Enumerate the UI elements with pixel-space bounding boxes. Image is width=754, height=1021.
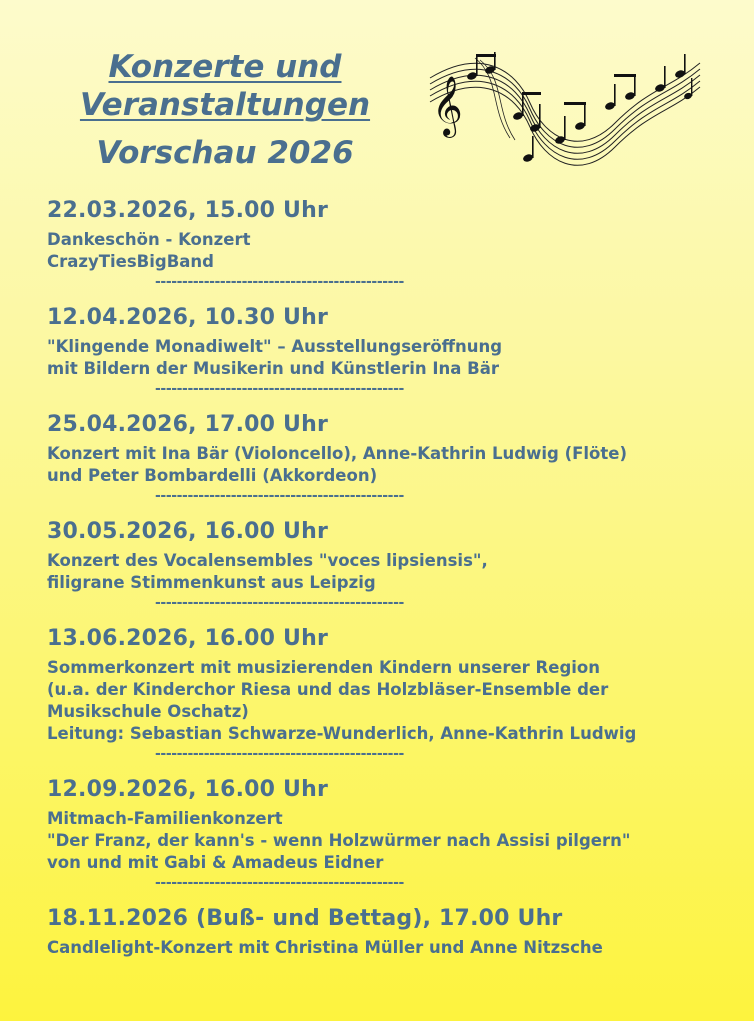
event-description-line: Candlelight-Konzert mit Christina Müller und Anne Nitzsche (47, 938, 603, 957)
event-divider: ---------------------------------------------- (155, 746, 404, 762)
event-date: 18.11.2026 (Buß- und Bettag), 17.00 Uhr (47, 906, 563, 931)
event-description-line: Musikschule Oschatz) (47, 702, 249, 721)
event-description-line: und Peter Bombardelli (Akkordeon) (47, 466, 378, 485)
event-description-line: mit Bildern der Musikerin und Künstlerin Ina Bär (47, 359, 500, 378)
event-item (47, 775, 727, 892)
event-description-line: filigrane Stimmenkunst aus Leipzig (47, 573, 376, 592)
event-item (47, 517, 727, 612)
event-description-line: Leitung: Sebastian Schwarze-Wunderlich, Anne-Kathrin Ludwig (47, 724, 637, 743)
event-divider: ---------------------------------------------- (155, 875, 404, 891)
event-date: 12.04.2026, 10.30 Uhr (47, 305, 329, 330)
event-divider: ---------------------------------------------- (155, 595, 404, 611)
event-description-line: CrazyTiesBigBand (47, 252, 214, 271)
event-date: 25.04.2026, 17.00 Uhr (47, 412, 329, 437)
header (60, 48, 390, 172)
music-notes-staff-icon (420, 48, 705, 170)
page-title-line-1: Konzerte und (108, 49, 342, 85)
event-item (47, 410, 727, 505)
event-item (47, 624, 727, 763)
event-divider: ---------------------------------------------- (155, 381, 404, 397)
event-description-line: Konzert mit Ina Bär (Violoncello), Anne-Kathrin Ludwig (Flöte) (47, 444, 627, 463)
event-date: 13.06.2026, 16.00 Uhr (47, 626, 329, 651)
event-description-line: Konzert des Vocalensembles "voces lipsiensis", (47, 551, 488, 570)
event-description-line: Dankeschön - Konzert (47, 230, 251, 249)
event-description-line: "Klingende Monadiwelt" – Ausstellungseröffnung (47, 337, 503, 356)
event-description-line: von und mit Gabi & Amadeus Eidner (47, 853, 384, 872)
event-description-line: "Der Franz, der kann's - wenn Holzwürmer nach Assisi pilgern" (47, 831, 631, 850)
event-date: 12.09.2026, 16.00 Uhr (47, 777, 329, 802)
event-date: 30.05.2026, 16.00 Uhr (47, 519, 329, 544)
event-description-line: Sommerkonzert mit musizierenden Kindern unserer Region (47, 658, 600, 677)
event-divider: ---------------------------------------------- (155, 488, 404, 504)
event-item (47, 904, 727, 959)
event-date: 22.03.2026, 15.00 Uhr (47, 198, 329, 223)
event-list (47, 196, 727, 959)
event-description-line: Mitmach-Familienkonzert (47, 809, 283, 828)
event-item (47, 303, 727, 398)
event-divider: ---------------------------------------------- (155, 274, 404, 290)
event-item (47, 196, 727, 291)
page-title-line-2: Veranstaltungen (79, 87, 371, 123)
page-subtitle: Vorschau 2026 (96, 135, 354, 171)
event-description-line: (u.a. der Kinderchor Riesa und das Holzbläser-Ensemble der (47, 680, 609, 699)
svg-text:𝄞: 𝄞 (432, 76, 463, 136)
